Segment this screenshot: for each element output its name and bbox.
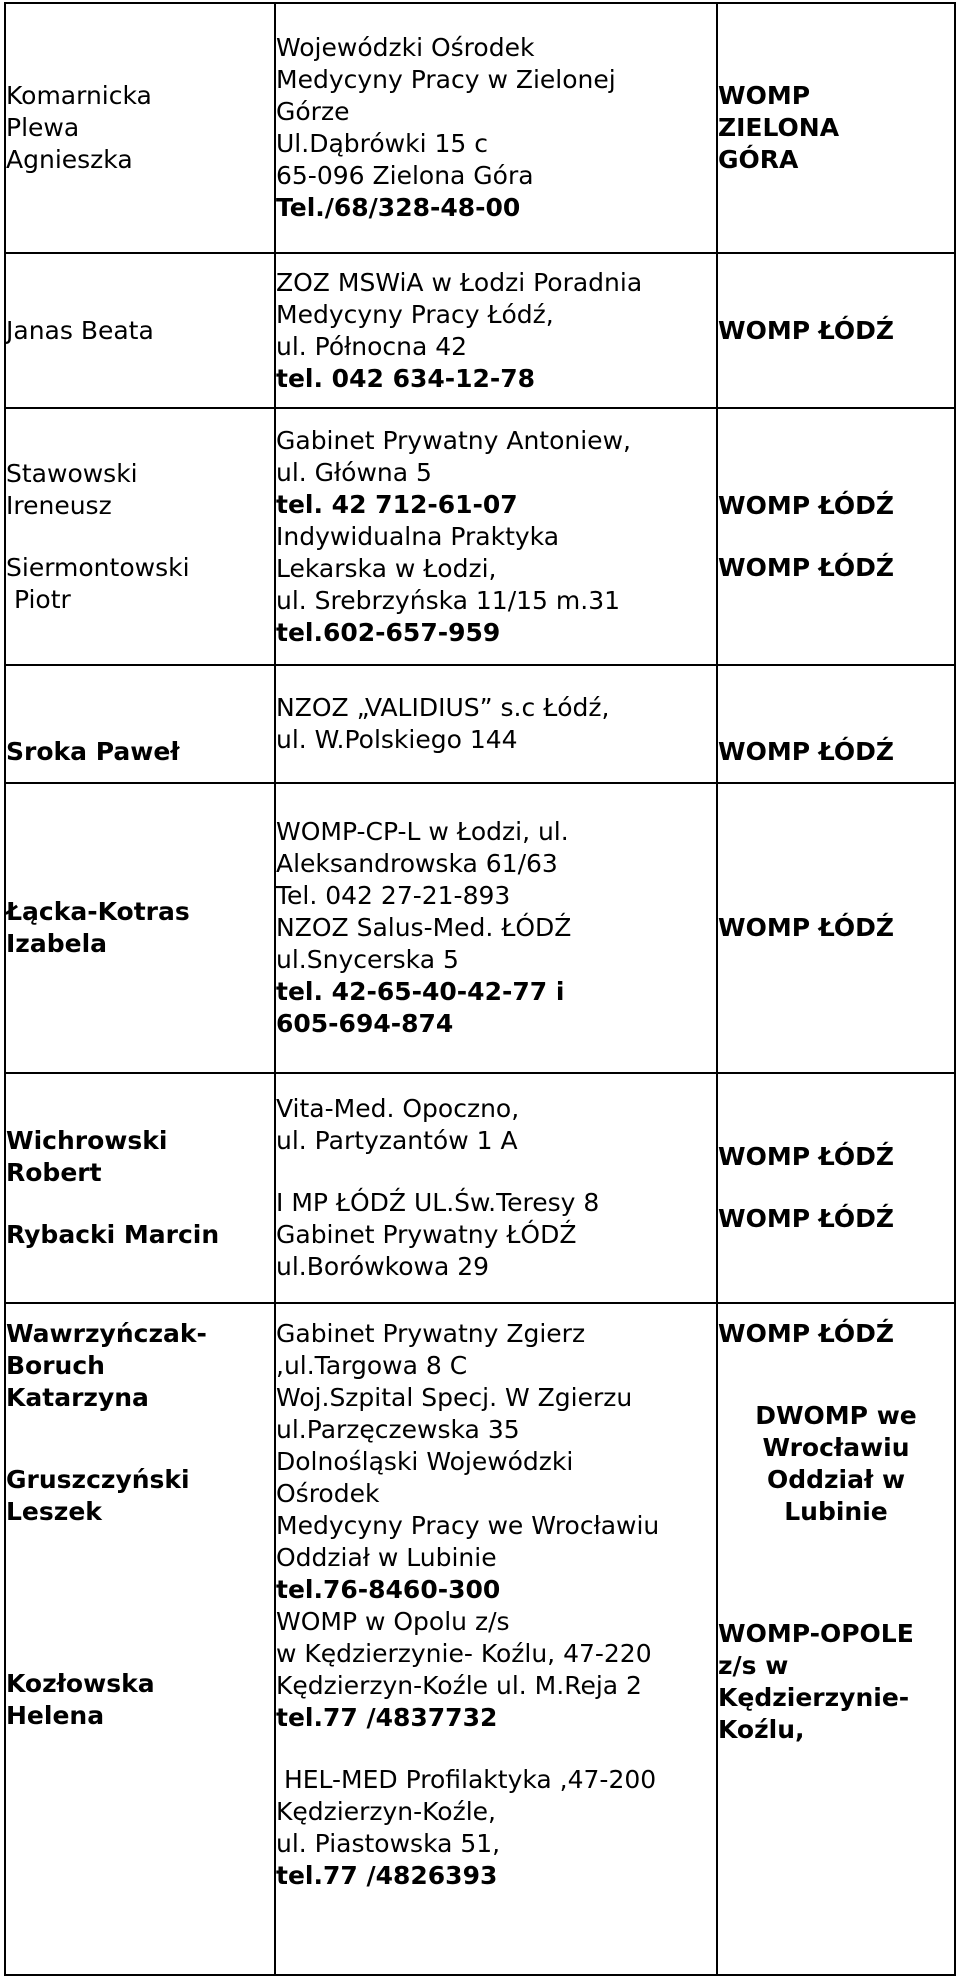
person-name: Piotr bbox=[6, 584, 71, 614]
address-line: Wojewódzki Ośrodek bbox=[276, 33, 535, 62]
person-name: Kozłowska bbox=[6, 1669, 155, 1698]
organization-cell bbox=[717, 665, 955, 783]
address-line: I MP ŁÓDŹ UL.Św.Teresy 8 bbox=[276, 1188, 600, 1217]
person-name: Katarzyna bbox=[6, 1383, 149, 1412]
person-name: Komarnicka bbox=[6, 81, 152, 110]
address-line: HEL-MED Profilaktyka ,47-200 bbox=[276, 1765, 657, 1794]
organization-name: Oddział w bbox=[766, 1465, 906, 1494]
address-line: Medycyny Pracy Łódź, bbox=[276, 299, 554, 329]
address-line: Lekarska w Łodzi, bbox=[276, 553, 497, 583]
address-line: Górze bbox=[276, 97, 350, 126]
address-line: Dolnośląski Wojewódzki bbox=[276, 1447, 574, 1476]
phone-line: 605-694-874 bbox=[276, 1009, 454, 1038]
address-line: ,ul.Targowa 8 C bbox=[276, 1351, 468, 1380]
address-line: Tel. 042 27-21-893 bbox=[276, 881, 511, 910]
address-line: Vita-Med. Opoczno, bbox=[276, 1094, 520, 1123]
phone-line: tel. 42-65-40-42-77 i bbox=[276, 977, 565, 1006]
organization-cell bbox=[717, 783, 955, 1073]
address-line: Woj.Szpital Specj. W Zgierzu bbox=[276, 1383, 633, 1412]
name-cell bbox=[5, 1073, 275, 1303]
organization-name: WOMP-OPOLE bbox=[718, 1619, 914, 1648]
address-line: w Kędzierzynie- Koźlu, 47-220 bbox=[276, 1639, 652, 1668]
address-line: ul.Borówkowa 29 bbox=[276, 1252, 490, 1281]
person-name: Helena bbox=[6, 1701, 105, 1730]
address-cell bbox=[275, 1303, 717, 1975]
address-line: Kędzierzyn-Koźle, bbox=[276, 1797, 496, 1826]
organization-name: Lubinie bbox=[784, 1497, 888, 1526]
organization-name: WOMP ŁÓDŹ bbox=[718, 1319, 895, 1348]
address-line: 65-096 Zielona Góra bbox=[276, 161, 534, 190]
organization-name: WOMP ŁÓDŹ bbox=[718, 315, 895, 345]
person-name: Robert bbox=[6, 1158, 102, 1187]
person-name: Gruszczyński bbox=[6, 1465, 190, 1494]
phone-line: tel.76-8460-300 bbox=[276, 1575, 501, 1604]
person-name: Leszek bbox=[6, 1497, 102, 1526]
phone-line: tel. 42 712-61-07 bbox=[276, 489, 518, 519]
organization-name: Kędzierzynie- bbox=[718, 1683, 910, 1712]
address-line: Ośrodek bbox=[276, 1479, 380, 1508]
person-name: Stawowski bbox=[6, 458, 138, 488]
address-line: ul. Partyzantów 1 A bbox=[276, 1126, 518, 1155]
organization-cell bbox=[717, 253, 955, 408]
address-line: WOMP-CP-L w Łodzi, ul. bbox=[276, 817, 569, 846]
address-line: NZOZ „VALIDIUS” s.c Łódź, bbox=[276, 693, 610, 722]
organization-name: GÓRA bbox=[718, 145, 799, 174]
name-cell bbox=[5, 783, 275, 1073]
organization-name: z/s w bbox=[718, 1651, 789, 1680]
person-name: Wawrzyńczak- bbox=[6, 1319, 207, 1348]
name-cell bbox=[5, 3, 275, 253]
address-line: ul.Snycerska 5 bbox=[276, 945, 459, 974]
organization-name: Wrocławiu bbox=[762, 1433, 910, 1462]
address-cell bbox=[275, 665, 717, 783]
address-line: ul.Parzęczewska 35 bbox=[276, 1415, 520, 1444]
address-cell bbox=[275, 3, 717, 253]
address-line: ul. Północna 42 bbox=[276, 331, 468, 361]
address-line: ul. Piastowska 51, bbox=[276, 1829, 501, 1858]
person-name: Agnieszka bbox=[6, 145, 133, 174]
name-cell bbox=[5, 1303, 275, 1975]
address-cell bbox=[275, 783, 717, 1073]
address-line: Ul.Dąbrówki 15 c bbox=[276, 129, 488, 158]
address-line: ul. W.Polskiego 144 bbox=[276, 725, 518, 754]
address-line: Medycyny Pracy w Zielonej bbox=[276, 65, 616, 94]
person-name: Rybacki Marcin bbox=[6, 1220, 220, 1249]
address-line: Oddział w Lubinie bbox=[276, 1543, 497, 1572]
address-line: Gabinet Prywatny ŁÓDŹ bbox=[276, 1220, 577, 1249]
address-cell bbox=[275, 1073, 717, 1303]
organization-name: WOMP ŁÓDŹ bbox=[718, 1204, 895, 1233]
person-name: Janas Beata bbox=[6, 315, 154, 345]
address-line: Medycyny Pracy we Wrocławiu bbox=[276, 1511, 660, 1540]
organization-name: WOMP ŁÓDŹ bbox=[718, 913, 895, 942]
organization-name: WOMP ŁÓDŹ bbox=[718, 1142, 895, 1171]
table-row bbox=[5, 783, 955, 1073]
organization-cell bbox=[717, 3, 955, 253]
physician-register-table bbox=[4, 2, 956, 1976]
person-name: Ireneusz bbox=[6, 490, 112, 520]
person-name: Plewa bbox=[6, 113, 80, 142]
address-cell bbox=[275, 253, 717, 408]
phone-line: tel.602-657-959 bbox=[276, 617, 501, 647]
organization-name: Koźlu, bbox=[718, 1715, 805, 1744]
name-cell bbox=[5, 253, 275, 408]
person-name: Sroka Paweł bbox=[6, 737, 180, 766]
address-line: Aleksandrowska 61/63 bbox=[276, 849, 558, 878]
table-row bbox=[5, 3, 955, 253]
organization-cell bbox=[717, 1073, 955, 1303]
address-line: Indywidualna Praktyka bbox=[276, 521, 560, 551]
address-line: Gabinet Prywatny Antoniew, bbox=[276, 425, 631, 455]
organization-name: WOMP ŁÓDŹ bbox=[718, 490, 895, 520]
organization-name: DWOMP we bbox=[755, 1401, 917, 1430]
phone-line: tel.77 /4837732 bbox=[276, 1703, 498, 1732]
table-row bbox=[5, 408, 955, 665]
table-row bbox=[5, 665, 955, 783]
address-line: Gabinet Prywatny Zgierz bbox=[276, 1319, 586, 1348]
address-line: ul. Srebrzyńska 11/15 m.31 bbox=[276, 585, 621, 615]
person-name: Łącka-Kotras bbox=[6, 897, 190, 926]
address-line: NZOZ Salus-Med. ŁÓDŹ bbox=[276, 913, 572, 942]
address-line: WOMP w Opolu z/s bbox=[276, 1607, 510, 1636]
organization-cell bbox=[717, 1303, 955, 1975]
name-cell bbox=[5, 408, 275, 665]
table-row bbox=[5, 253, 955, 408]
phone-line: tel. 042 634-12-78 bbox=[276, 363, 536, 393]
address-cell bbox=[275, 408, 717, 665]
address-line: ul. Główna 5 bbox=[276, 457, 432, 487]
phone-line: Tel./68/328-48-00 bbox=[276, 193, 521, 222]
person-name: Wichrowski bbox=[6, 1126, 168, 1155]
person-name: Boruch bbox=[6, 1351, 105, 1380]
table-row bbox=[5, 1303, 955, 1975]
address-line: Kędzierzyn-Koźle ul. M.Reja 2 bbox=[276, 1671, 642, 1700]
organization-name: WOMP ŁÓDŹ bbox=[718, 552, 895, 582]
organization-name: ZIELONA bbox=[718, 113, 840, 142]
organization-name: WOMP ŁÓDŹ bbox=[718, 737, 895, 766]
organization-name: WOMP bbox=[718, 81, 811, 110]
person-name: Siermontowski bbox=[6, 552, 190, 582]
person-name: Izabela bbox=[6, 929, 108, 958]
phone-line: tel.77 /4826393 bbox=[276, 1861, 498, 1890]
table-row bbox=[5, 1073, 955, 1303]
name-cell bbox=[5, 665, 275, 783]
organization-cell bbox=[717, 408, 955, 665]
address-line: ZOZ MSWiA w Łodzi Poradnia bbox=[276, 267, 643, 297]
